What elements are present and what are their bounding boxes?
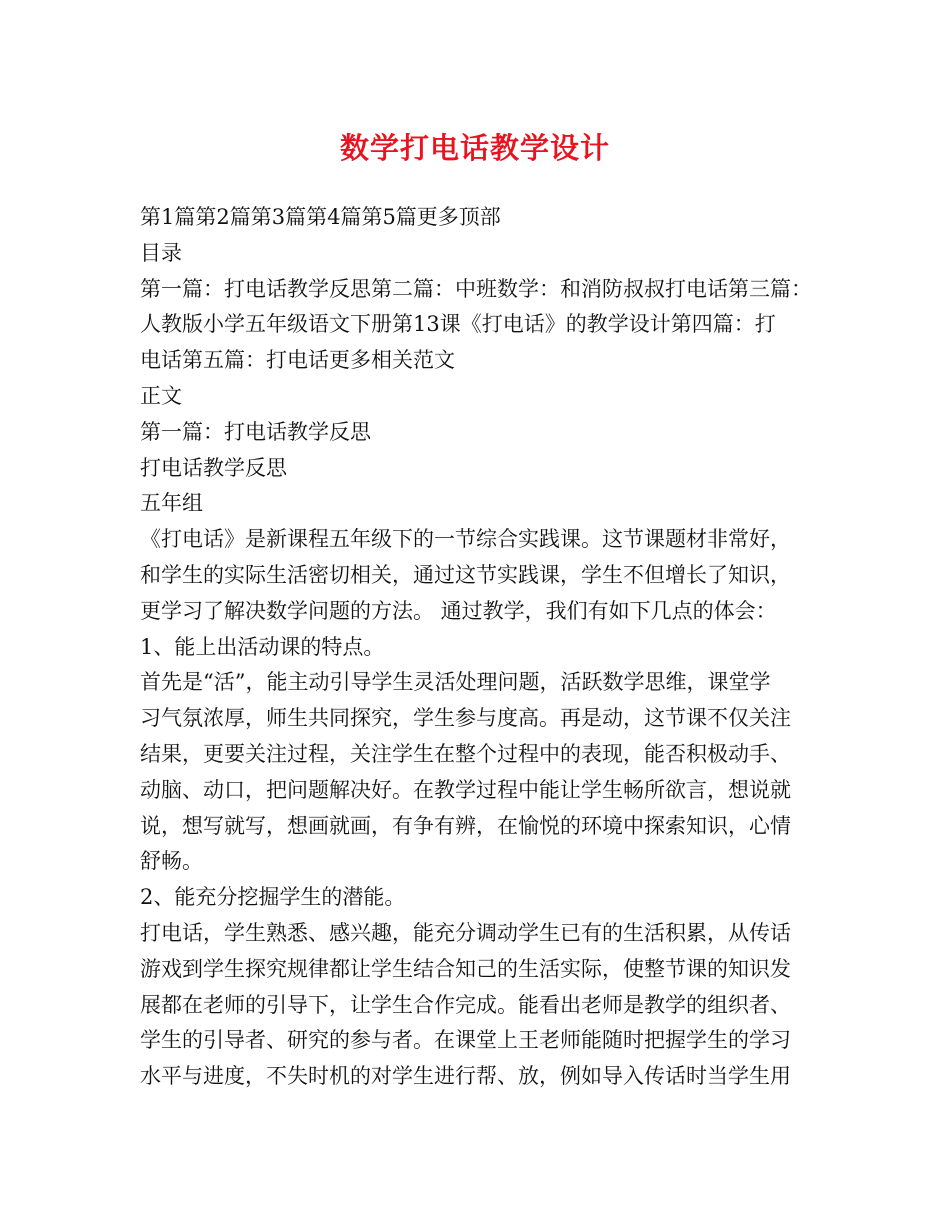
text-line: 第1篇第2篇第3篇第4篇第5篇更多顶部 — [140, 205, 501, 229]
text-line: 习气氛浓厚，师生共同探究，学生参与度高。再是动，这节课不仅关注 — [140, 706, 791, 731]
text-line: 电话第五篇：打电话更多相关范文 — [140, 348, 455, 373]
text-line: 1、能上出活动课的特点。 — [140, 634, 385, 659]
text-line: 打电话教学反思 — [140, 455, 287, 480]
text-line: 目录 — [140, 240, 182, 265]
text-line: 舒畅。 — [140, 849, 203, 874]
text-line: 说，想写就写，想画就画，有争有辨，在愉悦的环境中探索知识，心情 — [140, 813, 791, 838]
document-title: 数学打电话教学设计 — [339, 131, 610, 165]
text-line: 展都在老师的引导下，让学生合作完成。能看出老师是教学的组织者、 — [140, 992, 791, 1017]
text-line: 正文 — [140, 383, 182, 408]
text-line: 首先是“活”，能主动引导学生灵活处理问题，活跃数学思维，课堂学 — [140, 670, 771, 695]
text-line: 第一篇：打电话教学反思第二篇：中班数学：和消防叔叔打电话第三篇： — [140, 276, 812, 301]
text-line: 第一篇：打电话教学反思 — [140, 419, 371, 444]
text-line: 和学生的实际生活密切相关，通过这节实践课，学生不但增长了知识， — [140, 562, 791, 587]
text-line: 学生的引导者、研究的参与者。在课堂上王老师能随时把握学生的学习 — [140, 1028, 791, 1053]
text-line: 结果，更要关注过程，关注学生在整个过程中的表现，能否积极动手、 — [140, 741, 791, 766]
text-line: 游戏到学生探究规律都让学生结合知己的生活实际，使整节课的知识发 — [140, 956, 791, 981]
text-line: 人教版小学五年级语文下册第13课《打电话》的教学设计第四篇：打 — [140, 312, 776, 337]
text-line: 动脑、动口，把问题解决好。在教学过程中能让学生畅所欲言，想说就 — [140, 777, 791, 802]
text-line: 更学习了解决数学问题的方法。 通过教学，我们有如下几点的体会： — [140, 598, 777, 623]
text-line: 2、能充分挖掘学生的潜能。 — [140, 885, 406, 910]
document-body — [140, 200, 820, 1095]
text-line: 《打电话》是新课程五年级下的一节综合实践课。这节课题材非常好， — [140, 527, 791, 552]
text-line: 水平与进度，不失时机的对学生进行帮、放，例如导入传话时当学生用 — [140, 1064, 791, 1089]
text-line: 五年组 — [140, 491, 203, 516]
text-line: 打电话，学生熟悉、感兴趣，能充分调动学生已有的生活积累，从传话 — [140, 920, 791, 945]
